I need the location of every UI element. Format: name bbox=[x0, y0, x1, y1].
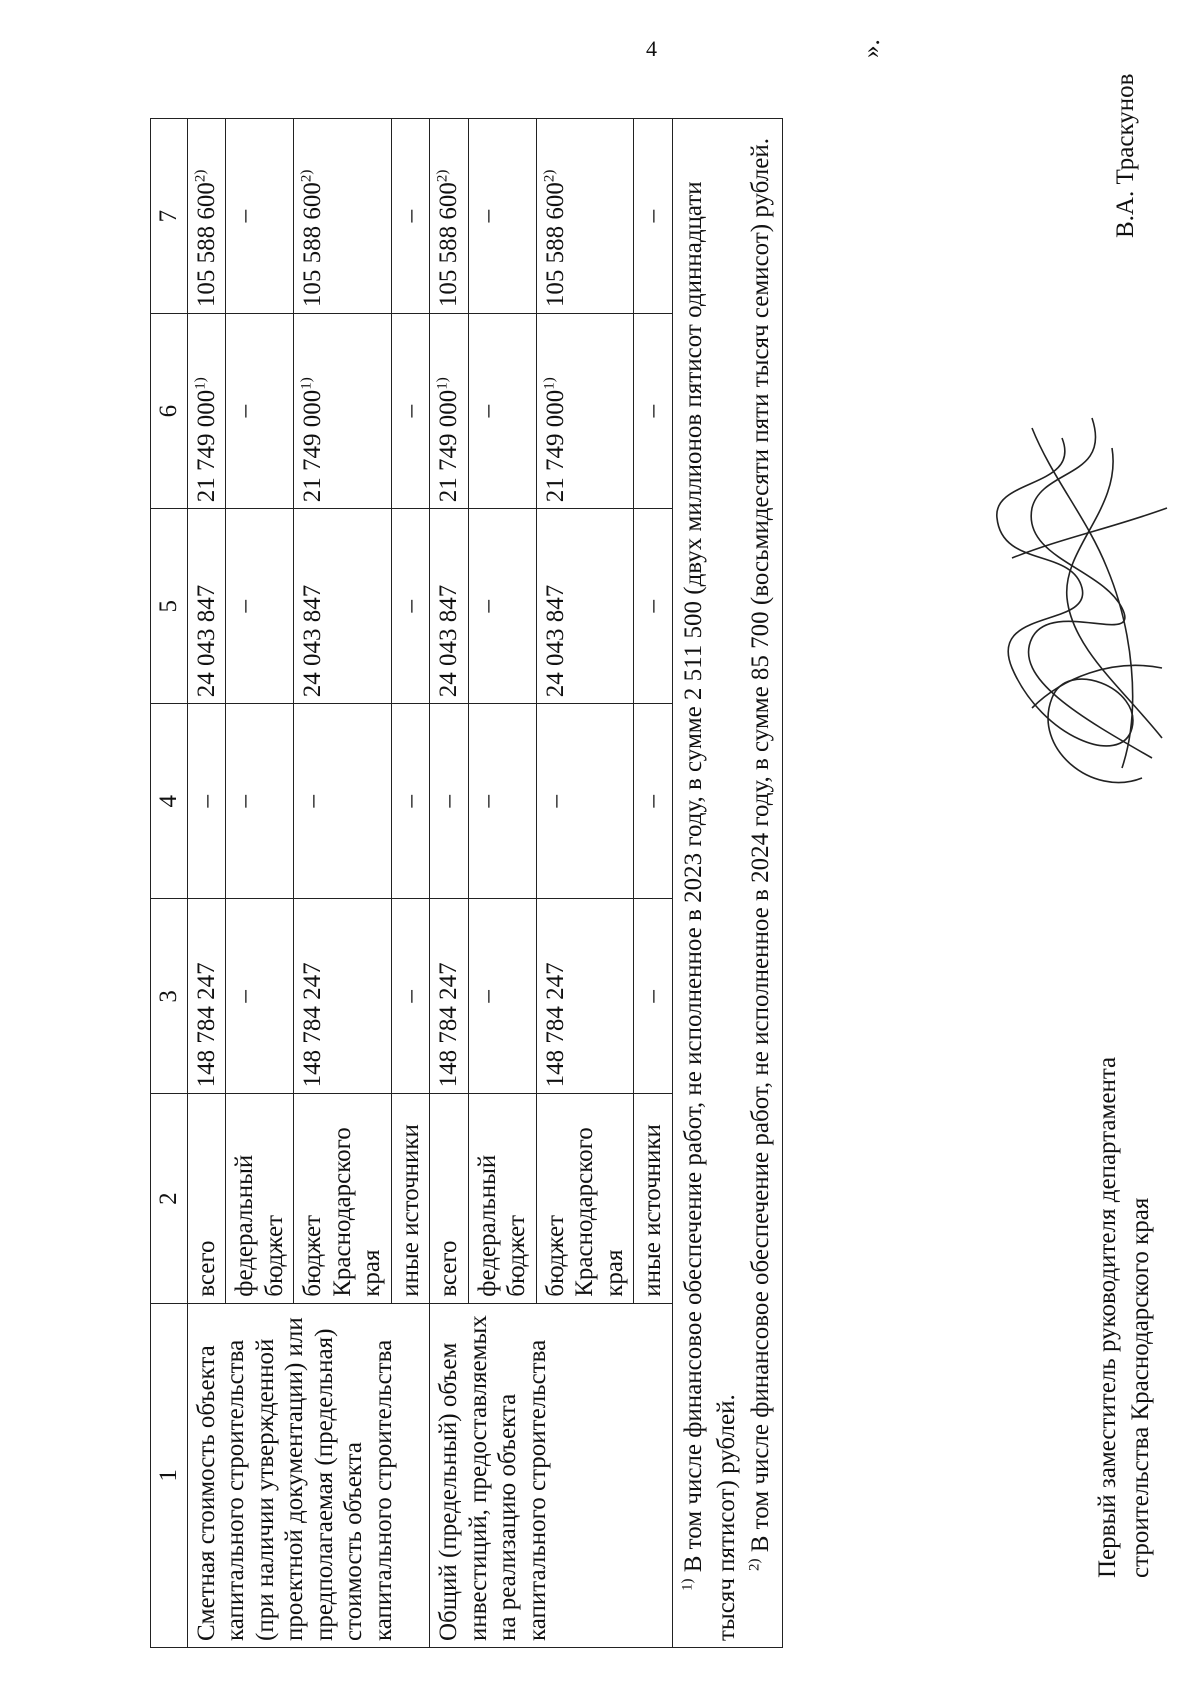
value-cell bbox=[430, 314, 469, 509]
value-cell: – bbox=[430, 704, 469, 899]
value-cell bbox=[430, 119, 469, 314]
footnote-ref: 2) bbox=[541, 169, 558, 183]
value-cell bbox=[536, 314, 634, 509]
footnote-ref: 1) bbox=[434, 377, 451, 390]
footnote-ref: 2) bbox=[298, 169, 315, 183]
footnote-mark: 2) bbox=[746, 1558, 763, 1571]
footnote-ref: 1) bbox=[298, 377, 315, 390]
value-cell: – bbox=[294, 704, 392, 899]
source-cell: иные источники bbox=[391, 1094, 430, 1303]
signer-position-line: Первый заместитель руководителя департамента bbox=[1094, 1056, 1121, 1578]
value-cell: – bbox=[391, 899, 430, 1094]
value-cell: – bbox=[634, 899, 673, 1094]
value-cell: – bbox=[468, 704, 536, 899]
value-cell bbox=[294, 119, 392, 314]
rotated-content bbox=[92, 39, 1192, 1648]
value-cell: – bbox=[226, 509, 294, 704]
value-cell: 24 043 847 bbox=[430, 509, 469, 704]
value-text: 21 749 000 bbox=[541, 389, 569, 503]
footnote-ref: 2) bbox=[192, 169, 209, 183]
source-cell: бюджет Краснодарского края bbox=[294, 1094, 392, 1303]
source-cell: федеральный бюджет bbox=[468, 1094, 536, 1303]
value-cell: – bbox=[468, 119, 536, 314]
value-cell: – bbox=[187, 704, 226, 899]
column-header: 6 bbox=[151, 314, 188, 509]
table-row bbox=[187, 119, 226, 1648]
value-cell bbox=[294, 314, 392, 509]
footnote-ref: 2) bbox=[434, 169, 451, 183]
value-cell: 148 784 247 bbox=[187, 899, 226, 1094]
value-cell: – bbox=[226, 704, 294, 899]
signer-position bbox=[1092, 1057, 1157, 1578]
value-cell: – bbox=[536, 704, 634, 899]
source-cell: федеральный бюджет bbox=[226, 1094, 294, 1303]
value-cell: 24 043 847 bbox=[536, 509, 634, 704]
value-cell: – bbox=[226, 314, 294, 509]
group-label: Общий (предельный) объем инвестиций, предоставляемых на реализацию объекта капитального строительства bbox=[430, 1303, 673, 1647]
value-cell: 148 784 247 bbox=[294, 899, 392, 1094]
investment-table bbox=[150, 118, 783, 1648]
value-text: 21 749 000 bbox=[435, 389, 462, 503]
value-text: 105 588 600 bbox=[192, 182, 220, 308]
closing-quote: ». bbox=[858, 39, 885, 58]
source-cell: иные источники bbox=[634, 1094, 673, 1303]
value-cell bbox=[536, 119, 634, 314]
source-cell: бюджет Краснодарского края bbox=[536, 1094, 634, 1303]
value-cell bbox=[187, 314, 226, 509]
source-cell: всего bbox=[430, 1094, 469, 1303]
column-header: 2 bbox=[151, 1094, 188, 1303]
value-text: 105 588 600 bbox=[299, 182, 326, 308]
value-cell: 24 043 847 bbox=[294, 509, 392, 704]
value-cell: – bbox=[468, 509, 536, 704]
footnotes-row bbox=[672, 119, 782, 1648]
column-header: 3 bbox=[151, 899, 188, 1094]
source-cell: всего bbox=[187, 1094, 226, 1303]
value-cell: – bbox=[634, 704, 673, 899]
column-header: 7 bbox=[151, 119, 188, 314]
footnote-ref: 1) bbox=[541, 377, 558, 390]
header-row bbox=[151, 119, 188, 1648]
footnote-text: В том числе финансовое обеспечение работ, не исполненное в 2023 году, в сумме 2 511 500 (двух миллионов пятисот одиннадцати тысяч пятисот) рублей. bbox=[679, 181, 741, 1641]
footnote bbox=[677, 125, 745, 1641]
value-text: 21 749 000 bbox=[192, 389, 220, 503]
value-cell: – bbox=[468, 899, 536, 1094]
value-cell bbox=[187, 119, 226, 314]
value-cell: – bbox=[226, 899, 294, 1094]
column-header: 5 bbox=[151, 509, 188, 704]
value-text: 105 588 600 bbox=[435, 182, 462, 308]
footnote-mark: 1) bbox=[679, 1578, 696, 1591]
value-cell: – bbox=[391, 509, 430, 704]
value-cell: – bbox=[634, 314, 673, 509]
value-cell: – bbox=[226, 119, 294, 314]
value-cell: – bbox=[468, 314, 536, 509]
footnote bbox=[744, 125, 778, 1641]
value-cell: 24 043 847 bbox=[187, 509, 226, 704]
value-cell: – bbox=[634, 509, 673, 704]
value-cell: 148 784 247 bbox=[536, 899, 634, 1094]
footnote-text: В том числе финансовое обеспечение работ, не исполненное в 2024 году, в сумме 85 700 (восьмидесяти пяти тысяч семисот) рублей. bbox=[747, 138, 774, 1553]
footnotes-cell bbox=[672, 119, 782, 1648]
column-header: 4 bbox=[151, 704, 188, 899]
page-number: 4 bbox=[646, 36, 657, 61]
signer-position-line: строительства Краснодарского края bbox=[1126, 1197, 1154, 1578]
value-cell: 148 784 247 bbox=[430, 899, 469, 1094]
value-text: 21 749 000 bbox=[299, 389, 326, 503]
footnote-ref: 1) bbox=[192, 377, 209, 390]
value-text: 105 588 600 bbox=[541, 182, 569, 308]
group-label: Сметная стоимость объекта капитального строительства (при наличии утвержденной проектной документации) или предполагаемая (предельная) стоимость объекта капитального строительства bbox=[187, 1303, 430, 1647]
handwritten-signature bbox=[972, 408, 1182, 808]
value-cell: – bbox=[391, 704, 430, 899]
value-cell: – bbox=[391, 119, 430, 314]
table-row bbox=[430, 119, 469, 1648]
signer-name: В.А. Траскунов bbox=[1112, 73, 1139, 238]
value-cell: – bbox=[391, 314, 430, 509]
column-header: 1 bbox=[151, 1303, 188, 1647]
value-cell: – bbox=[634, 119, 673, 314]
